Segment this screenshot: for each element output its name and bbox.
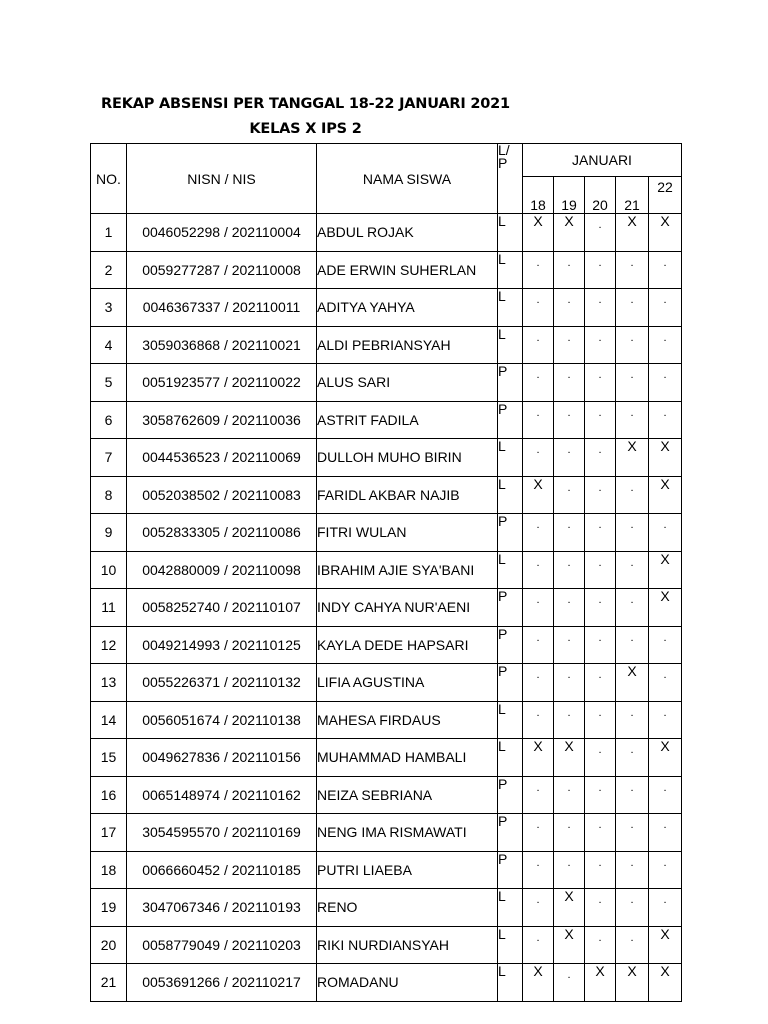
- table-row: [91, 214, 682, 252]
- attendance-mark: .: [585, 214, 616, 252]
- table-row: [91, 701, 682, 739]
- attendance-mark: .: [523, 401, 554, 439]
- attendance-mark: .: [554, 626, 585, 664]
- attendance-mark: .: [585, 889, 616, 927]
- row-gender: P: [498, 514, 523, 552]
- header-nisn: NISN / NIS: [127, 144, 317, 214]
- table-row: [91, 926, 682, 964]
- header-day: 18: [523, 177, 554, 214]
- attendance-mark: .: [523, 364, 554, 402]
- row-student-name: NEIZA SEBRIANA: [317, 776, 498, 814]
- row-gender: L: [498, 551, 523, 589]
- header-day: 20: [585, 177, 616, 214]
- row-nisn: 0058779049 / 202110203: [127, 926, 317, 964]
- class-subtitle: KELAS X IPS 2: [249, 121, 362, 137]
- table-row: [91, 889, 682, 927]
- row-gender: L: [498, 739, 523, 777]
- header-day: 19: [554, 177, 585, 214]
- row-number: 5: [91, 364, 127, 402]
- table-row: [91, 251, 682, 289]
- attendance-mark: .: [616, 289, 649, 327]
- header-no: NO.: [91, 144, 127, 214]
- table-row: [91, 551, 682, 589]
- attendance-mark: .: [523, 289, 554, 327]
- table-row: [91, 289, 682, 327]
- attendance-mark: .: [523, 439, 554, 477]
- attendance-mark: X: [649, 214, 682, 252]
- row-number: 13: [91, 664, 127, 702]
- table-row: [91, 776, 682, 814]
- attendance-mark: .: [616, 514, 649, 552]
- row-nisn: 0052833305 / 202110086: [127, 514, 317, 552]
- attendance-mark: .: [554, 514, 585, 552]
- attendance-mark: X: [523, 739, 554, 777]
- attendance-mark: .: [649, 626, 682, 664]
- row-number: 11: [91, 589, 127, 627]
- row-nisn: 0065148974 / 202110162: [127, 776, 317, 814]
- attendance-mark: .: [585, 926, 616, 964]
- attendance-mark: .: [554, 701, 585, 739]
- row-nisn: 0044536523 / 202110069: [127, 439, 317, 477]
- attendance-mark: .: [523, 926, 554, 964]
- attendance-mark: X: [649, 589, 682, 627]
- row-number: 21: [91, 964, 127, 1002]
- attendance-mark: .: [585, 439, 616, 477]
- row-student-name: PUTRI LIAEBA: [317, 851, 498, 889]
- row-number: 2: [91, 251, 127, 289]
- row-student-name: KAYLA DEDE HAPSARI: [317, 626, 498, 664]
- row-gender: P: [498, 664, 523, 702]
- attendance-mark: .: [523, 251, 554, 289]
- row-number: 1: [91, 214, 127, 252]
- row-student-name: MUHAMMAD HAMBALI: [317, 739, 498, 777]
- attendance-mark: .: [585, 514, 616, 552]
- row-number: 20: [91, 926, 127, 964]
- table-row: [91, 401, 682, 439]
- document-title: REKAP ABSENSI PER TANGGAL 18-22 JANUARI 2021: [101, 96, 510, 112]
- row-student-name: INDY CAHYA NUR'AENI: [317, 589, 498, 627]
- attendance-mark: .: [649, 364, 682, 402]
- attendance-table: [90, 143, 682, 1002]
- attendance-mark: .: [585, 364, 616, 402]
- row-gender: P: [498, 364, 523, 402]
- row-number: 7: [91, 439, 127, 477]
- row-nisn: 0066660452 / 202110185: [127, 851, 317, 889]
- attendance-mark: .: [616, 889, 649, 927]
- attendance-mark: .: [649, 251, 682, 289]
- row-number: 18: [91, 851, 127, 889]
- attendance-mark: .: [523, 589, 554, 627]
- attendance-mark: .: [585, 589, 616, 627]
- row-nisn: 3047067346 / 202110193: [127, 889, 317, 927]
- attendance-mark: X: [554, 889, 585, 927]
- table-row: [91, 664, 682, 702]
- row-number: 9: [91, 514, 127, 552]
- attendance-mark: .: [616, 326, 649, 364]
- table-row: [91, 814, 682, 852]
- attendance-mark: .: [616, 364, 649, 402]
- attendance-mark: .: [523, 814, 554, 852]
- attendance-mark: X: [649, 551, 682, 589]
- attendance-mark: .: [554, 364, 585, 402]
- attendance-mark: X: [649, 739, 682, 777]
- row-gender: L: [498, 926, 523, 964]
- attendance-mark: .: [616, 401, 649, 439]
- attendance-mark: X: [523, 476, 554, 514]
- attendance-mark: .: [649, 889, 682, 927]
- row-nisn: 0052038502 / 202110083: [127, 476, 317, 514]
- table-body: [91, 214, 682, 1002]
- attendance-mark: .: [554, 589, 585, 627]
- attendance-mark: .: [649, 664, 682, 702]
- row-gender: L: [498, 701, 523, 739]
- row-number: 17: [91, 814, 127, 852]
- row-student-name: ALUS SARI: [317, 364, 498, 402]
- attendance-mark: .: [616, 589, 649, 627]
- attendance-mark: .: [649, 814, 682, 852]
- attendance-mark: .: [616, 701, 649, 739]
- row-gender: P: [498, 589, 523, 627]
- row-number: 8: [91, 476, 127, 514]
- attendance-mark: .: [523, 626, 554, 664]
- attendance-mark: .: [523, 551, 554, 589]
- attendance-mark: .: [523, 851, 554, 889]
- row-nisn: 0049214993 / 202110125: [127, 626, 317, 664]
- attendance-mark: .: [523, 776, 554, 814]
- row-number: 6: [91, 401, 127, 439]
- attendance-mark: .: [554, 851, 585, 889]
- attendance-mark: .: [585, 251, 616, 289]
- attendance-mark: .: [649, 289, 682, 327]
- attendance-mark: X: [585, 964, 616, 1002]
- table-row: [91, 626, 682, 664]
- row-student-name: NENG IMA RISMAWATI: [317, 814, 498, 852]
- row-gender: L: [498, 251, 523, 289]
- row-nisn: 0051923577 / 202110022: [127, 364, 317, 402]
- attendance-mark: .: [649, 326, 682, 364]
- attendance-mark: .: [585, 326, 616, 364]
- row-nisn: 3054595570 / 202110169: [127, 814, 317, 852]
- attendance-mark: X: [649, 439, 682, 477]
- attendance-mark: .: [554, 251, 585, 289]
- table-row: [91, 476, 682, 514]
- attendance-mark: .: [554, 551, 585, 589]
- row-student-name: RENO: [317, 889, 498, 927]
- header-day: 22: [649, 177, 682, 214]
- attendance-mark: .: [585, 701, 616, 739]
- row-student-name: MAHESA FIRDAUS: [317, 701, 498, 739]
- attendance-mark: .: [585, 814, 616, 852]
- attendance-mark: .: [585, 401, 616, 439]
- attendance-mark: .: [585, 851, 616, 889]
- row-number: 14: [91, 701, 127, 739]
- attendance-mark: X: [616, 214, 649, 252]
- attendance-mark: .: [616, 476, 649, 514]
- attendance-mark: .: [554, 289, 585, 327]
- row-nisn: 3058762609 / 202110036: [127, 401, 317, 439]
- attendance-mark: .: [616, 926, 649, 964]
- row-nisn: 0042880009 / 202110098: [127, 551, 317, 589]
- row-gender: P: [498, 401, 523, 439]
- row-gender: L: [498, 289, 523, 327]
- attendance-mark: .: [585, 551, 616, 589]
- row-student-name: DULLOH MUHO BIRIN: [317, 439, 498, 477]
- attendance-mark: .: [554, 814, 585, 852]
- attendance-mark: .: [554, 401, 585, 439]
- row-student-name: IBRAHIM AJIE SYA'BANI: [317, 551, 498, 589]
- row-number: 12: [91, 626, 127, 664]
- row-number: 19: [91, 889, 127, 927]
- attendance-mark: .: [649, 776, 682, 814]
- attendance-mark: .: [523, 701, 554, 739]
- attendance-mark: .: [649, 701, 682, 739]
- row-student-name: LIFIA AGUSTINA: [317, 664, 498, 702]
- attendance-mark: .: [585, 626, 616, 664]
- table-row: [91, 514, 682, 552]
- row-nisn: 0058252740 / 202110107: [127, 589, 317, 627]
- attendance-mark: .: [554, 476, 585, 514]
- row-student-name: ALDI PEBRIANSYAH: [317, 326, 498, 364]
- row-gender: P: [498, 626, 523, 664]
- attendance-mark: .: [616, 739, 649, 777]
- row-nisn: 0046052298 / 202110004: [127, 214, 317, 252]
- attendance-mark: X: [523, 964, 554, 1002]
- attendance-mark: .: [523, 326, 554, 364]
- attendance-mark: .: [616, 251, 649, 289]
- attendance-mark: .: [585, 289, 616, 327]
- attendance-mark: .: [554, 439, 585, 477]
- table-row: [91, 851, 682, 889]
- attendance-mark: X: [616, 664, 649, 702]
- row-nisn: 0049627836 / 202110156: [127, 739, 317, 777]
- row-gender: L: [498, 214, 523, 252]
- table-row: [91, 964, 682, 1002]
- header-gender: [498, 144, 523, 214]
- table-row: [91, 439, 682, 477]
- row-gender: L: [498, 326, 523, 364]
- attendance-mark: X: [649, 964, 682, 1002]
- row-nisn: 0055226371 / 202110132: [127, 664, 317, 702]
- row-student-name: RIKI NURDIANSYAH: [317, 926, 498, 964]
- row-nisn: 0053691266 / 202110217: [127, 964, 317, 1002]
- row-student-name: ADITYA YAHYA: [317, 289, 498, 327]
- attendance-mark: .: [554, 664, 585, 702]
- table-row: [91, 364, 682, 402]
- row-gender: P: [498, 776, 523, 814]
- attendance-mark: .: [649, 514, 682, 552]
- attendance-mark: .: [554, 964, 585, 1002]
- attendance-mark: X: [649, 926, 682, 964]
- attendance-mark: X: [616, 439, 649, 477]
- attendance-mark: .: [585, 776, 616, 814]
- attendance-mark: .: [585, 739, 616, 777]
- header-name: NAMA SISWA: [317, 144, 498, 214]
- row-nisn: 0046367337 / 202110011: [127, 289, 317, 327]
- row-number: 3: [91, 289, 127, 327]
- row-student-name: FARIDL AKBAR NAJIB: [317, 476, 498, 514]
- row-nisn: 0056051674 / 202110138: [127, 701, 317, 739]
- attendance-mark: .: [649, 401, 682, 439]
- attendance-mark: X: [554, 739, 585, 777]
- header-gender-line1: L/: [498, 143, 510, 158]
- attendance-mark: .: [585, 664, 616, 702]
- table-row: [91, 589, 682, 627]
- row-student-name: ROMADANU: [317, 964, 498, 1002]
- row-student-name: ADE ERWIN SUHERLAN: [317, 251, 498, 289]
- table-row: [91, 326, 682, 364]
- attendance-mark: .: [616, 814, 649, 852]
- header-month: JANUARI: [523, 144, 682, 177]
- row-nisn: 3059036868 / 202110021: [127, 326, 317, 364]
- attendance-mark: .: [523, 664, 554, 702]
- attendance-mark: X: [554, 214, 585, 252]
- attendance-mark: .: [523, 889, 554, 927]
- row-number: 16: [91, 776, 127, 814]
- row-student-name: ABDUL ROJAK: [317, 214, 498, 252]
- attendance-mark: .: [585, 476, 616, 514]
- attendance-mark: X: [649, 476, 682, 514]
- attendance-mark: .: [616, 626, 649, 664]
- row-nisn: 0059277287 / 202110008: [127, 251, 317, 289]
- row-gender: L: [498, 964, 523, 1002]
- row-gender: P: [498, 814, 523, 852]
- attendance-mark: .: [616, 776, 649, 814]
- attendance-mark: X: [523, 214, 554, 252]
- attendance-mark: X: [616, 964, 649, 1002]
- row-student-name: ASTRIT FADILA: [317, 401, 498, 439]
- attendance-mark: .: [523, 514, 554, 552]
- row-number: 10: [91, 551, 127, 589]
- row-gender: L: [498, 476, 523, 514]
- header-day: 21: [616, 177, 649, 214]
- row-gender: L: [498, 889, 523, 927]
- attendance-mark: .: [554, 776, 585, 814]
- attendance-mark: X: [554, 926, 585, 964]
- row-gender: P: [498, 851, 523, 889]
- attendance-mark: .: [616, 851, 649, 889]
- attendance-mark: .: [616, 551, 649, 589]
- header-gender-line2: P: [498, 155, 508, 171]
- row-number: 4: [91, 326, 127, 364]
- attendance-mark: .: [649, 851, 682, 889]
- row-student-name: FITRI WULAN: [317, 514, 498, 552]
- attendance-mark: .: [554, 326, 585, 364]
- table-row: [91, 739, 682, 777]
- row-gender: L: [498, 439, 523, 477]
- header-row-top: [91, 144, 682, 177]
- row-number: 15: [91, 739, 127, 777]
